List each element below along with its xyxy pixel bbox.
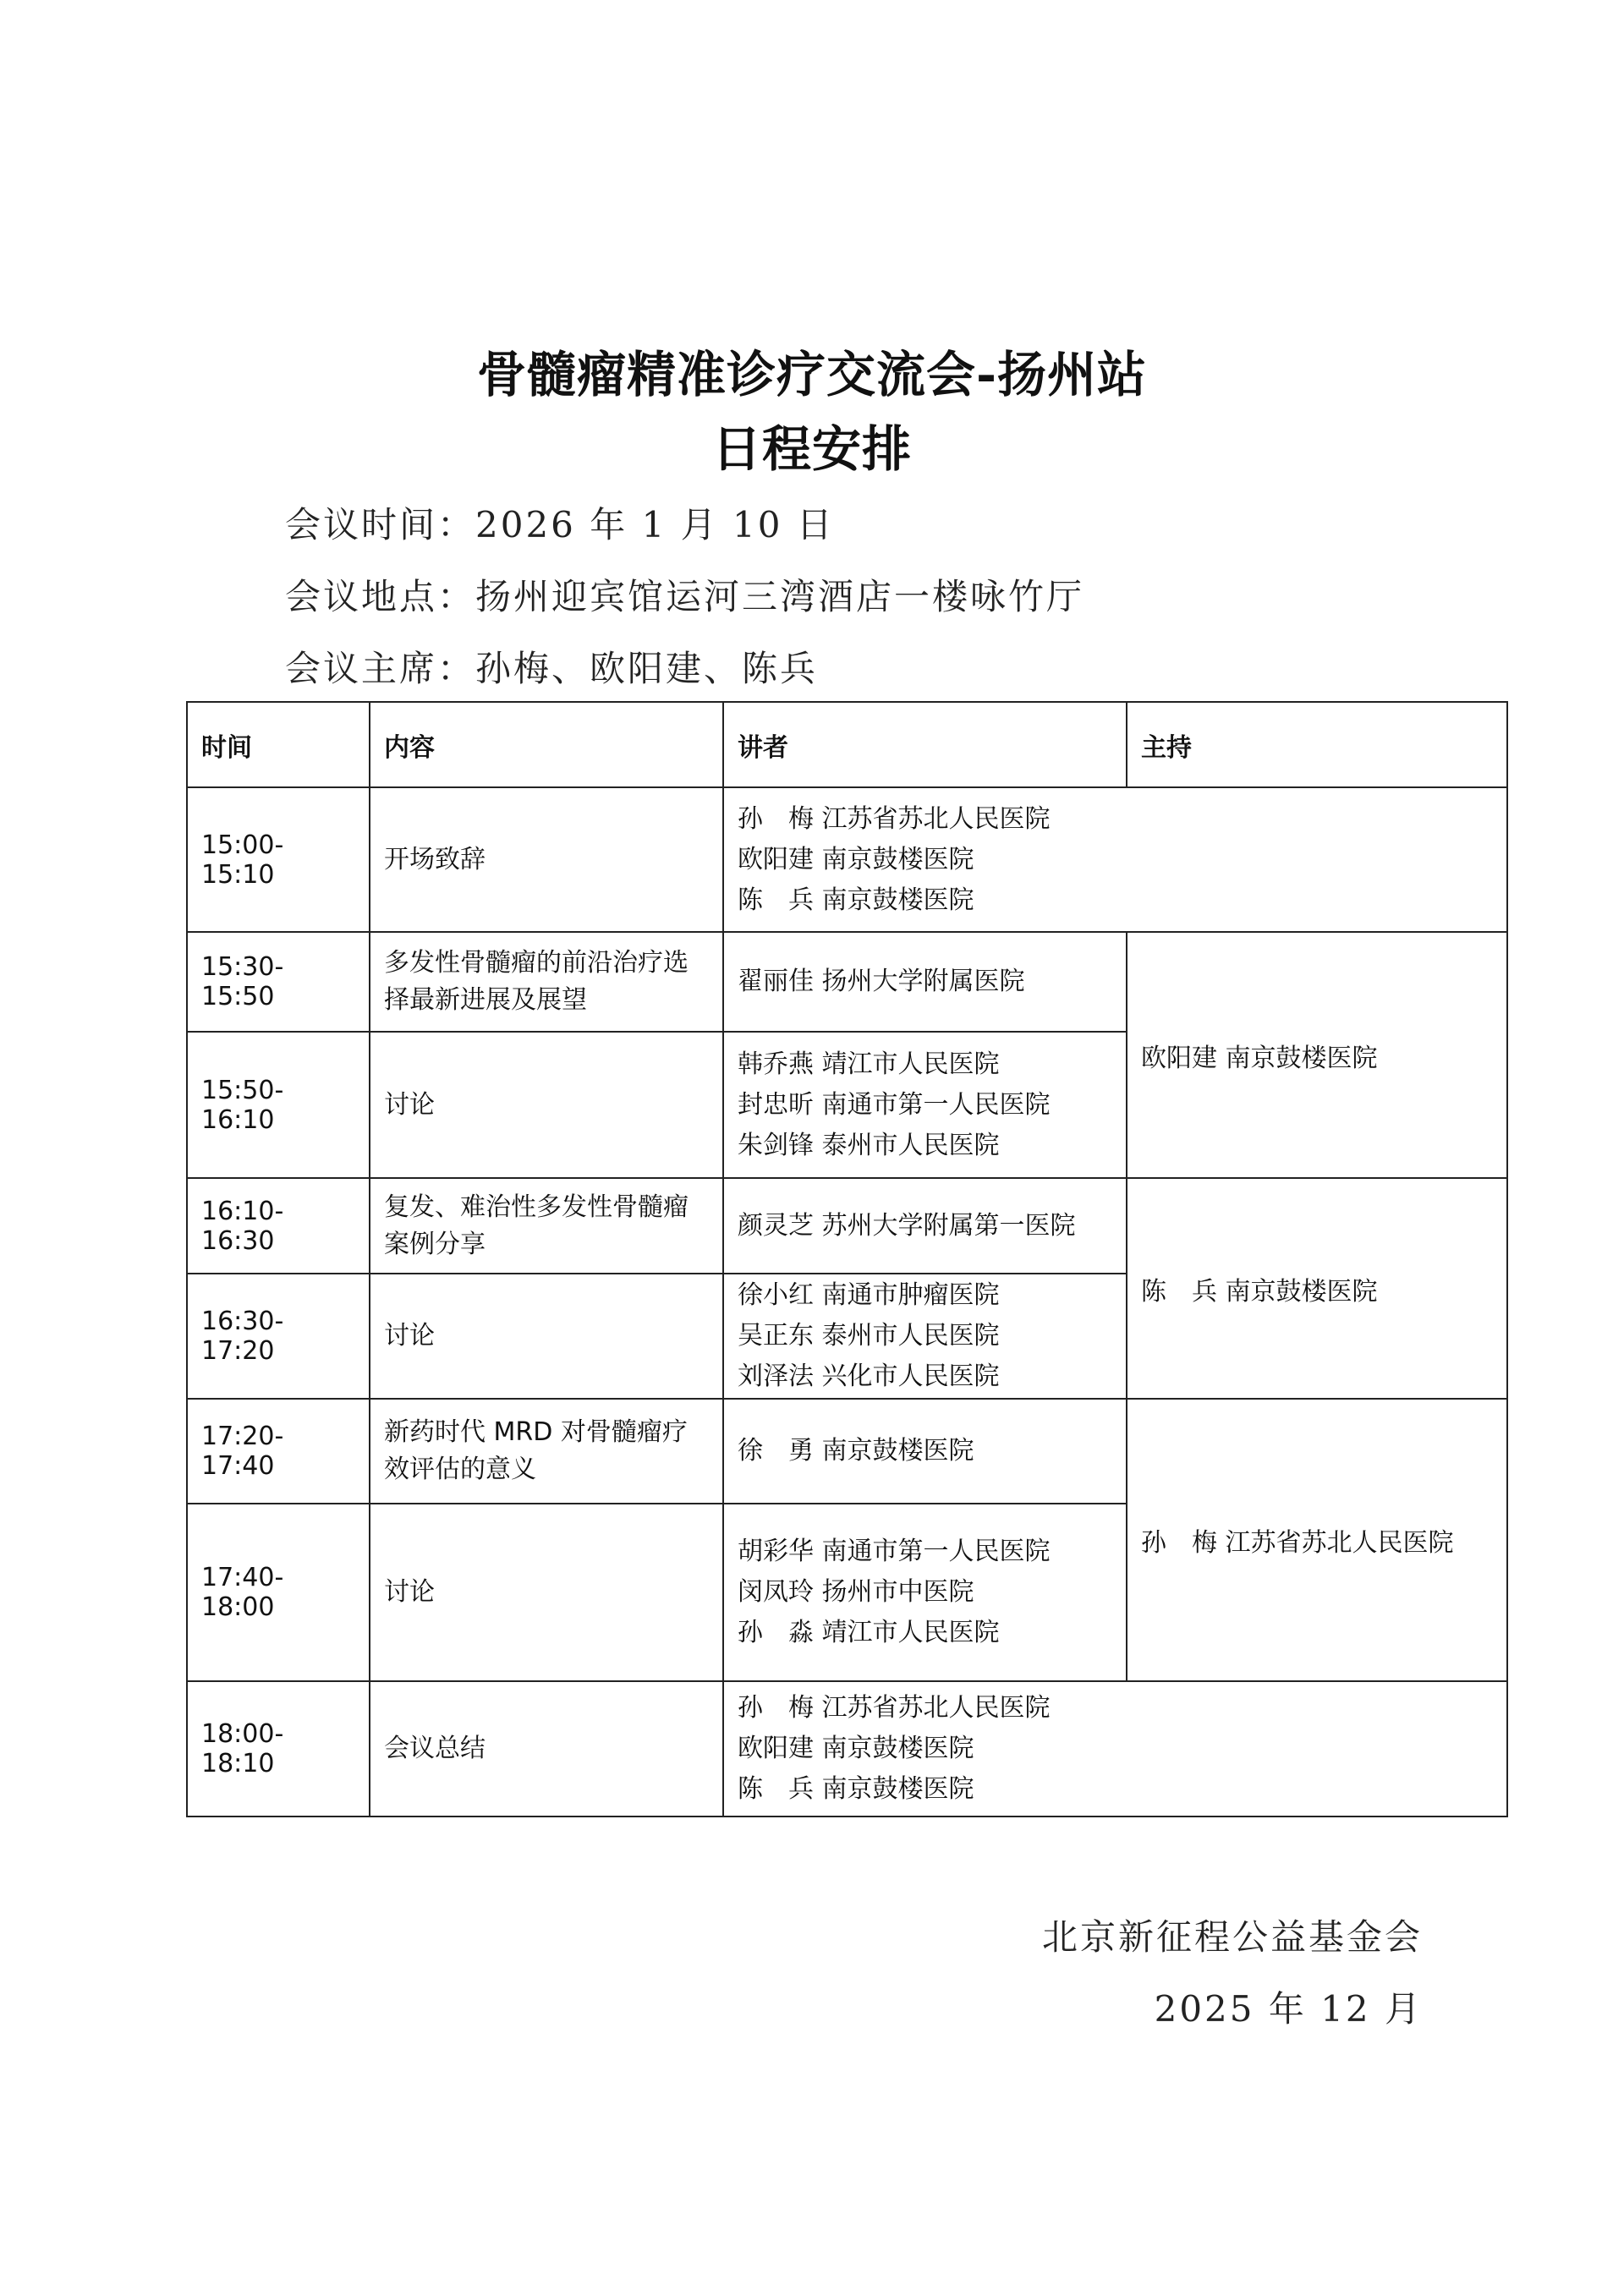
session-content: 复发、难治性多发性骨髓瘤案例分享 (370, 1178, 723, 1274)
footer-date: 2025 年 12 月 (1154, 1988, 1423, 2030)
document-title: 骨髓瘤精准诊疗交流会-扬州站 (476, 346, 1148, 403)
session-time: 17:40-18:00 (187, 1504, 370, 1681)
speaker-entry: 陈 兵 南京鼓楼医院 (738, 885, 974, 915)
session-time: 18:00-18:10 (187, 1681, 370, 1817)
session-content: 新药时代 MRD 对骨髓瘤疗效评估的意义 (370, 1399, 723, 1504)
table-row (187, 1681, 1507, 1817)
header-speaker: 讲者 (723, 702, 1127, 787)
meeting-time: 会议时间：2026 年 1 月 10 日 (285, 504, 835, 545)
speaker-entry: 胡彩华 南通市第一人民医院 (738, 1537, 1051, 1566)
speaker-entry: 闵凤玲 扬州市中医院 (738, 1577, 974, 1607)
session-host: 欧阳建 南京鼓楼医院 (1127, 932, 1507, 1178)
session-time: 17:20-17:40 (187, 1399, 370, 1504)
session-speakers (723, 1399, 1127, 1504)
speaker-entry: 韩乔燕 靖江市人民医院 (738, 1049, 1000, 1079)
session-content: 会议总结 (370, 1681, 723, 1817)
header-content: 内容 (370, 702, 723, 787)
speaker-entry: 孙 梅 江苏省苏北人民医院 (738, 1693, 1051, 1723)
session-time: 15:50-16:10 (187, 1032, 370, 1178)
speaker-entry: 孙 梅 江苏省苏北人民医院 (738, 803, 1051, 834)
session-content: 多发性骨髓瘤的前沿治疗选择最新进展及展望 (370, 932, 723, 1032)
speaker-entry: 吴正东 泰州市人民医院 (738, 1321, 1000, 1351)
speaker-entry: 孙 淼 靖江市人民医院 (738, 1618, 1000, 1647)
session-speakers (723, 1032, 1127, 1178)
schedule-table (186, 701, 1508, 1817)
footer-organization: 北京新征程公益基金会 (1041, 1916, 1423, 1958)
session-speakers (723, 1504, 1127, 1681)
session-host: 孙 梅 江苏省苏北人民医院 (1127, 1399, 1507, 1681)
speaker-entry: 欧阳建 南京鼓楼医院 (738, 1734, 974, 1763)
session-time: 15:30-15:50 (187, 932, 370, 1032)
meeting-location: 会议地点：扬州迎宾馆运河三湾酒店一楼咏竹厅 (285, 576, 1085, 617)
speaker-entry: 颜灵芝 苏州大学附属第一医院 (738, 1210, 1076, 1241)
speaker-entry: 刘泽法 兴化市人民医院 (738, 1362, 1000, 1391)
table-row (187, 1178, 1507, 1274)
session-speakers (723, 1274, 1127, 1399)
document-subtitle: 日程安排 (711, 420, 912, 478)
table-row (187, 1399, 1507, 1504)
table-row (187, 932, 1507, 1032)
speaker-entry: 封忠昕 南通市第一人民医院 (738, 1089, 1051, 1120)
session-time: 15:00-15:10 (187, 787, 370, 932)
speaker-entry: 陈 兵 南京鼓楼医院 (738, 1774, 974, 1804)
session-content: 讨论 (370, 1504, 723, 1681)
session-content: 讨论 (370, 1032, 723, 1178)
header-time: 时间 (187, 702, 370, 787)
speaker-entry: 欧阳建 南京鼓楼医院 (738, 844, 974, 874)
speaker-entry: 翟丽佳 扬州大学附属医院 (738, 967, 1025, 996)
table-row (187, 787, 1507, 932)
speaker-entry: 徐 勇 南京鼓楼医院 (738, 1436, 974, 1466)
meeting-chair: 会议主席：孙梅、欧阳建、陈兵 (285, 648, 819, 689)
header-host: 主持 (1127, 702, 1507, 787)
speaker-entry: 朱剑锋 泰州市人民医院 (738, 1130, 1000, 1160)
session-host: 陈 兵 南京鼓楼医院 (1127, 1178, 1507, 1399)
speaker-entry: 徐小红 南通市肿瘤医院 (738, 1280, 1000, 1310)
session-content: 开场致辞 (370, 787, 723, 932)
session-time: 16:30-17:20 (187, 1274, 370, 1399)
table-header-row (187, 702, 1507, 787)
session-speakers (723, 787, 1507, 932)
session-content: 讨论 (370, 1274, 723, 1399)
session-speakers (723, 1681, 1507, 1817)
session-time: 16:10-16:30 (187, 1178, 370, 1274)
session-speakers (723, 932, 1127, 1032)
session-speakers (723, 1178, 1127, 1274)
